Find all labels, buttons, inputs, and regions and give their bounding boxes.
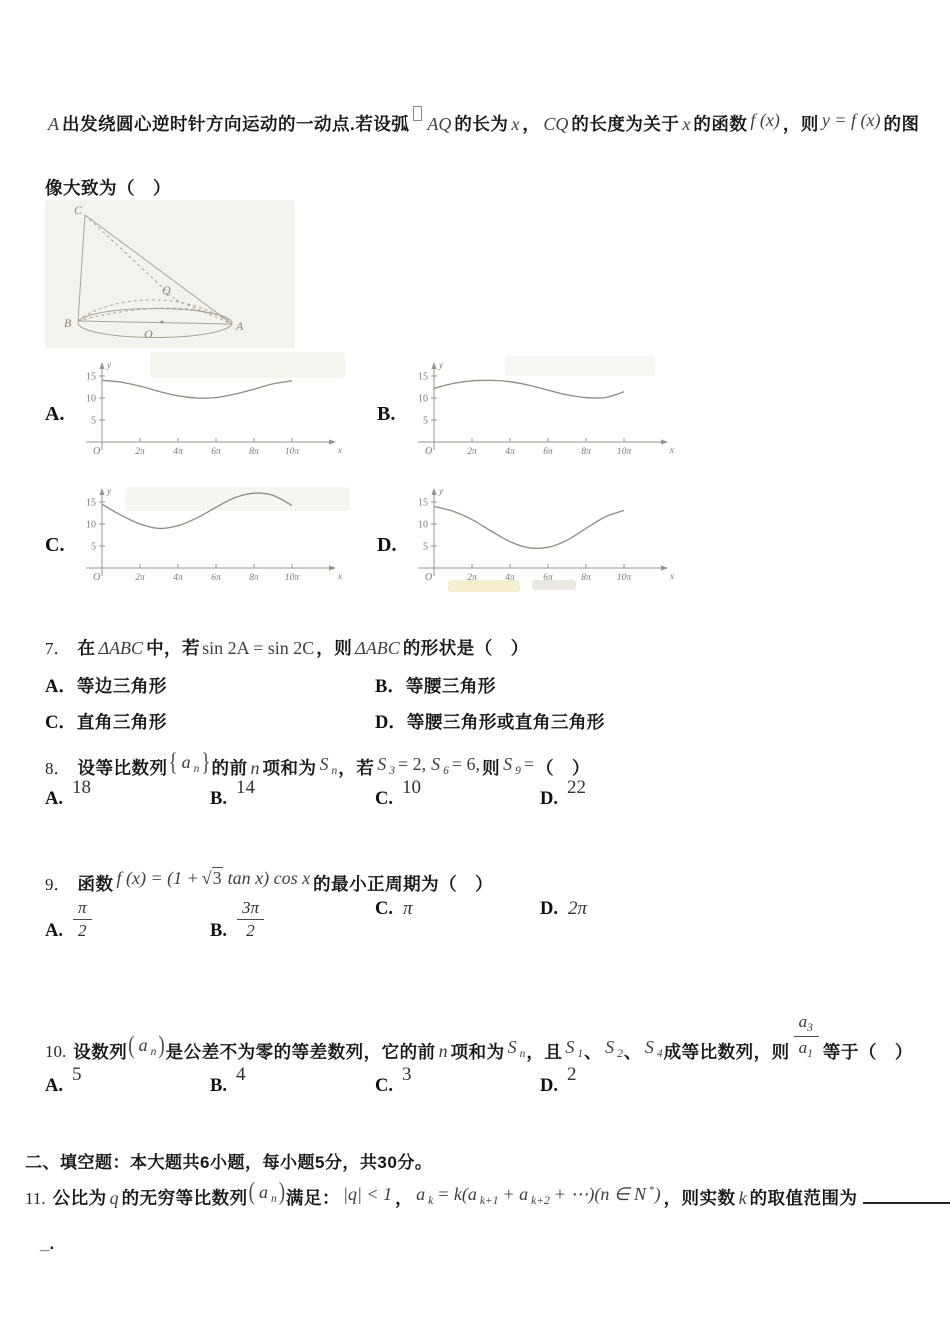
figure-label-O: O: [144, 327, 153, 341]
q10-options: [0, 1064, 950, 1117]
svg-text:8π: 8π: [581, 573, 591, 583]
svg-text:10π: 10π: [616, 447, 632, 457]
f-of-x: f (x): [750, 109, 780, 130]
q6-geometry-figure: [50, 202, 290, 357]
svg-text:2π: 2π: [467, 447, 477, 457]
svg-text:2π: 2π: [135, 573, 145, 583]
Sn: S $_n$: [319, 753, 338, 777]
q9-option-A: A. $\frac{\pi}{2}$: [45, 898, 92, 942]
svg-text:x: x: [338, 445, 342, 455]
svg-text:x: x: [338, 571, 342, 581]
svg-text:2π: 2π: [467, 573, 477, 583]
q7-stem: 7． 在 ΔABC 中，若 sin 2A = sin 2C ，则 ΔABC 的形状是（ ）: [45, 637, 529, 658]
segment-CQ: CQ: [543, 113, 569, 134]
figure-label-C: C: [74, 203, 83, 217]
answer-graph-B: [408, 356, 674, 479]
q8-options: [0, 777, 950, 830]
svg-text:O: O: [93, 572, 101, 583]
graph-option-label-D: D.: [377, 534, 397, 556]
q11-stem: 11. 公比为 q 的无穷等比数列( a $_n$ )满足： |q| < 1 ， a $_k$ = k(a $_{k+1}$ + a $_{k+2}$ + ⋯)(n ∈ N *) ，则实数 k 的取值范围为: [25, 1176, 950, 1223]
q9-stem: 9． 函数 f (x) = (1 + √3 tan x) cos x 的最小正周期为（ ）: [45, 867, 494, 894]
svg-text:10π: 10π: [284, 447, 300, 457]
answer-graph-C: [76, 482, 342, 605]
svg-text:4π: 4π: [505, 447, 515, 457]
svg-text:10: 10: [418, 519, 428, 531]
ak-series-formula: a $_k$ = k(a $_{k+1}$ + a $_{k+2}$ + ⋯)(n ∈ N *): [416, 1183, 661, 1207]
fraction-a3-over-a1: $\frac{a_3}{a_1}$: [794, 1012, 819, 1063]
svg-text:2π: 2π: [135, 447, 145, 457]
q8-option-D: D.22: [540, 777, 586, 809]
fraction-3pi-over-2: $\frac{3\pi}{2}$: [237, 898, 264, 942]
svg-text:O: O: [425, 446, 433, 457]
figure-label-A: A: [236, 319, 244, 333]
q11-blank-continuation: _.: [40, 1234, 55, 1253]
q8-option-B: B.14: [210, 777, 255, 809]
svg-text:5: 5: [91, 415, 96, 427]
svg-text:5: 5: [423, 415, 428, 427]
figure-label-Q: Q: [162, 283, 171, 297]
svg-text:15: 15: [86, 497, 96, 509]
svg-text:x: x: [670, 571, 674, 581]
q9-option-B: B. $\frac{3\pi}{2}$: [210, 898, 264, 942]
svg-text:O: O: [93, 446, 101, 457]
svg-text:x: x: [670, 445, 674, 455]
svg-text:y: y: [439, 360, 443, 370]
Sn: S $_n$: [507, 1037, 526, 1061]
answer-graph-D: [408, 482, 674, 605]
sequence-an: ( a $_n$ ): [248, 1177, 286, 1206]
S4: S $_4$: [644, 1037, 663, 1061]
svg-text:6π: 6π: [543, 447, 553, 457]
S9-eq: S $_9$ =: [503, 753, 534, 777]
svg-text:6π: 6π: [211, 573, 221, 583]
section2-header: 二、填空题：本大题共6小题，每小题5分，共30分。: [25, 1152, 433, 1172]
sequence-an: ( a $_n$ ): [128, 1031, 165, 1060]
triangle-ABC: ΔABC: [98, 637, 144, 658]
graph-option-label-B: B.: [377, 403, 396, 425]
svg-text:15: 15: [86, 371, 96, 383]
svg-text:10: 10: [86, 393, 96, 405]
y-equals-fx: y = f (x): [821, 109, 881, 130]
q7-option-D: D．等腰三角形或直角三角形: [375, 711, 605, 733]
q10-option-A: A.5: [45, 1064, 82, 1096]
q9-option-D: D. 2π: [540, 898, 588, 919]
S2: S $_2$: [605, 1037, 623, 1061]
q10-option-C: C.3: [375, 1064, 412, 1096]
sin-equation: sin 2A = sin 2C: [202, 637, 315, 658]
svg-text:10π: 10π: [284, 573, 300, 583]
sequence-an: { a $_n$ }: [168, 747, 211, 776]
S3-eq: S $_3$ = 2, S $_6$ = 6,: [377, 753, 481, 777]
svg-text:4π: 4π: [173, 573, 183, 583]
svg-text:8π: 8π: [249, 447, 259, 457]
abs-q-lt-1: |q| < 1: [343, 1183, 393, 1204]
q10-option-D: D.2: [540, 1064, 577, 1096]
svg-text:5: 5: [91, 541, 96, 553]
svg-text:8π: 8π: [249, 573, 259, 583]
arc-notation-glyph: [413, 106, 422, 121]
svg-text:y: y: [439, 486, 443, 496]
svg-text:5: 5: [423, 541, 428, 553]
svg-text:y: y: [107, 486, 111, 496]
arc-AQ: AQ: [427, 113, 452, 134]
graph-option-label-C: C.: [45, 534, 65, 556]
function-formula: f (x) = (1 + √3 tan x) cos x: [116, 867, 311, 888]
svg-text:4π: 4π: [173, 447, 183, 457]
q10-option-B: B.4: [210, 1064, 246, 1096]
q7-option-C: C．直角三角形: [45, 711, 167, 733]
q8-option-C: C.10: [375, 777, 421, 809]
q10-stem: 10. 设数列( a $_n$ )是公差不为零的等差数列，它的前 n 项和为 S $_n$，且 S $_1$、 S $_2$、 S $_4$成等比数列，则 $\frac{a_3}{a_1}$ 等于（ ）: [45, 1011, 913, 1062]
q8-option-A: A.18: [45, 777, 91, 809]
q9-option-C: C. π: [375, 898, 413, 919]
answer-graph-A: [76, 356, 342, 479]
svg-text:15: 15: [418, 371, 428, 383]
figure-label-B: B: [64, 316, 72, 330]
svg-text:15: 15: [418, 497, 428, 509]
svg-text:O: O: [425, 572, 433, 583]
triangle-ABC-2: ΔABC: [355, 637, 400, 658]
q9-options: [0, 898, 950, 956]
fraction-pi-over-2: $\frac{\pi}{2}$: [73, 898, 92, 942]
svg-text:10π: 10π: [616, 573, 632, 583]
svg-text:10: 10: [86, 519, 96, 531]
q6-stem-line2: 像大致为（ ）: [45, 177, 171, 198]
svg-text:8π: 8π: [581, 447, 591, 457]
svg-text:4π: 4π: [505, 573, 515, 583]
q7-option-B: B．等腰三角形: [375, 675, 496, 697]
answer-blank-line: [863, 1187, 950, 1204]
center-dot: [161, 321, 164, 324]
svg-text:6π: 6π: [211, 447, 221, 457]
q7-option-A: A．等边三角形: [45, 675, 167, 697]
S1: S $_1$: [565, 1037, 584, 1061]
q6-stem-line1: A 出发绕圆心逆时针方向运动的一动点.若设弧 AQ 的长为 x ， CQ 的长度为关于 x 的函数 f (x) ，则 y = f (x) 的图: [45, 106, 920, 142]
q8-stem: 8． 设等比数列{ a $_n$ }的前 n 项和为 S $_n$，若 S $_3$ = 2, S $_6$ = 6, 则 S $_9$ = （ ）: [45, 747, 590, 778]
svg-text:6π: 6π: [543, 573, 553, 583]
var-A: A: [48, 113, 59, 134]
svg-text:10: 10: [418, 393, 428, 405]
graph-option-label-A: A.: [45, 403, 65, 425]
svg-text:y: y: [107, 360, 111, 370]
